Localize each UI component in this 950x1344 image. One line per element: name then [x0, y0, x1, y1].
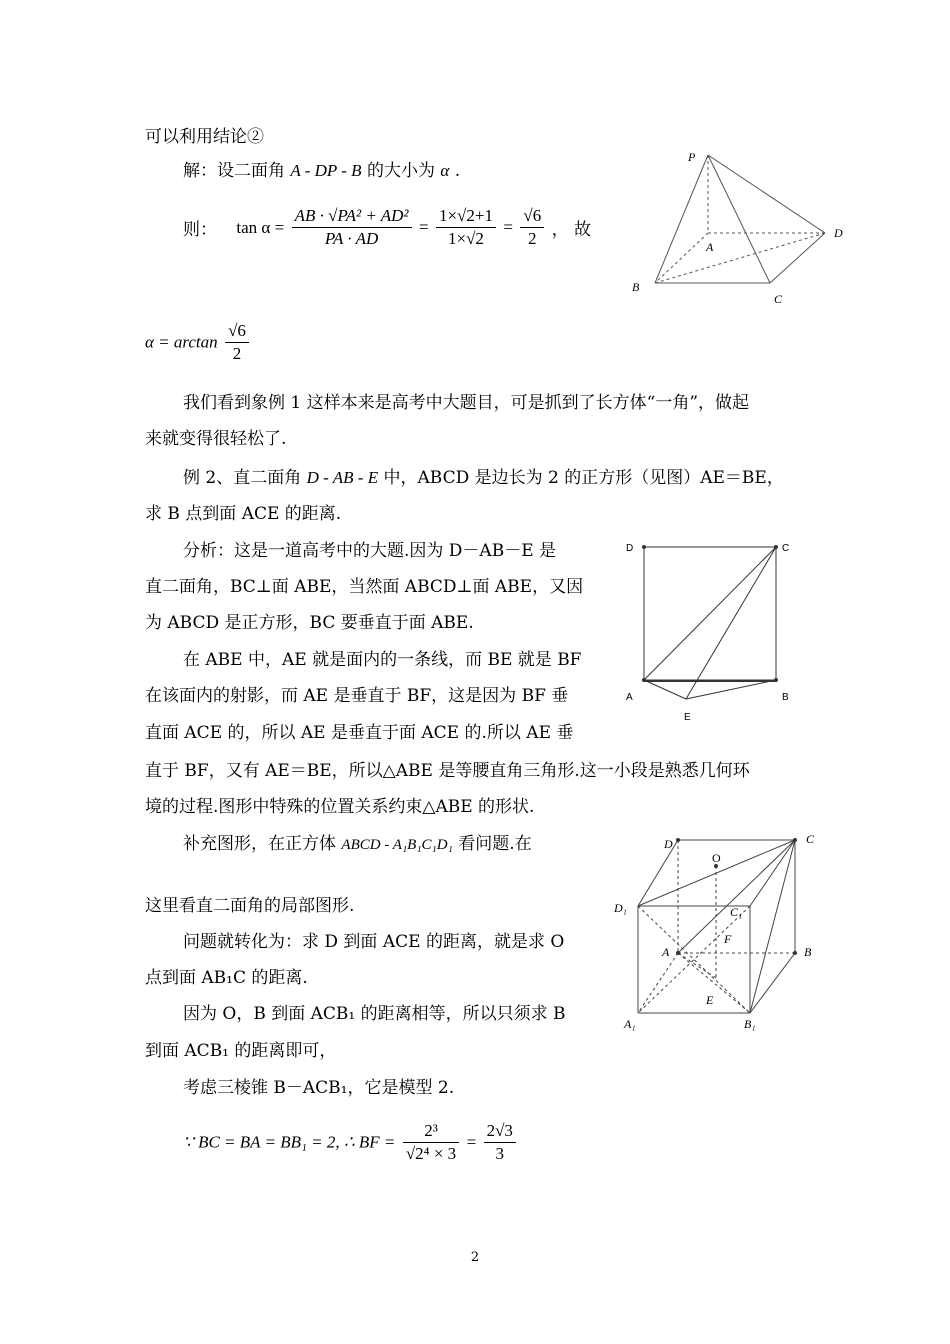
label-B: B — [632, 280, 640, 294]
figure-square — [620, 535, 810, 735]
label-A: A — [662, 945, 670, 959]
figure-pyramid — [620, 145, 860, 315]
formula-bf: ∵ BC = BA = BB₁ = 2, ∴ BF = $\frac{\text{2³}}{\text{√2⁴ × 3}}$ = $\frac{2√3}{3}$ — [183, 1120, 518, 1165]
text-line: 例 2、直二面角 D - AB - E 中，ABCD 是边长为 2 的正方形（见图）AE＝BE， — [183, 468, 784, 488]
label-C: C — [806, 832, 815, 846]
text-line: 求 B 点到面 ACE 的距离. — [145, 504, 342, 524]
formula-tan: 则： tan α = $\frac{\text{AB · √PA² + AD²}}{PA \cdot AD}$ = $\frac{1\times√2+1}{1\times√2}$ = $\frac{√6}{2}$ ， 故 — [183, 206, 592, 248]
label-C: C — [782, 543, 790, 554]
fraction: $\frac{\text{AB · √PA² + AD²}}{PA \cdot AD}$ — [292, 205, 412, 250]
text-line: 在 ABE 中，AE 就是面内的一条线，而 BE 就是 BF — [183, 650, 582, 670]
label-A1: A₁ — [624, 1017, 636, 1031]
label-A: A — [626, 692, 633, 703]
label-D1: D₁ — [614, 901, 627, 915]
label-C: C — [774, 292, 783, 306]
fraction: $\frac{√6}{2}$ — [225, 320, 249, 365]
label-O: O — [712, 851, 721, 865]
text-line: 境的过程.图形中特殊的位置关系约束△ABE 的形状. — [145, 797, 535, 817]
label-D: D — [626, 543, 634, 554]
label-E: E — [684, 712, 691, 723]
text-line: 为 ABCD 是正方形，BC 要垂直于面 ABE. — [145, 613, 474, 633]
label-B: B — [804, 945, 812, 959]
math-symbol: α — [440, 161, 450, 180]
label-C1: C₁ — [730, 905, 743, 919]
label-B: B — [782, 692, 789, 703]
page-number: 2 — [470, 1250, 480, 1265]
math-expr: ABCD - A₁B₁C₁D₁ — [341, 837, 453, 853]
text-line: 来就变得很轻松了. — [145, 429, 287, 449]
text-line: 解：设二面角 A - DP - B 的大小为 α . — [183, 161, 461, 181]
fraction: $\frac{\text{2³}}{\text{√2⁴ × 3}}$ — [403, 1120, 459, 1165]
label-D: D — [834, 226, 843, 240]
text-line: 分析：这是一道高考中的大题.因为 D－AB－E 是 — [183, 541, 557, 561]
text-line: 考虑三棱锥 B－ACB₁，它是模型 2. — [183, 1078, 455, 1098]
text-line: 因为 O，B 到面 ACB₁ 的距离相等，所以只须求 B — [183, 1004, 566, 1024]
label-D: D — [664, 837, 673, 851]
text-line: 可以利用结论② — [145, 127, 264, 147]
text-line: 问题就转化为：求 D 到面 ACE 的距离，就是求 O — [183, 932, 565, 952]
text-line: 直于 BF，又有 AE＝BE，所以△ABE 是等腰直角三角形.这一小段是熟悉几何环 — [145, 761, 750, 781]
figure-cube — [610, 828, 830, 1038]
fraction: $\frac{√6}{2}$ — [520, 205, 544, 250]
math-expr: A - DP - B — [290, 161, 362, 180]
text-line: 我们看到象例 1 这样本来是高考中大题目，可是抓到了长方体“一角”，做起 — [183, 393, 750, 413]
fraction: $\frac{1\times√2+1}{1\times√2}$ — [436, 205, 496, 250]
text-line: 直面 ACE 的，所以 AE 是垂直于面 ACE 的.所以 AE 垂 — [145, 723, 574, 743]
label-B1: B₁ — [744, 1017, 756, 1031]
label-E: E — [706, 993, 714, 1007]
formula-alpha: α = arctan $\frac{√6}{2}$ — [145, 320, 251, 365]
text-line: 到面 ACB₁ 的距离即可， — [145, 1041, 337, 1061]
fraction: $\frac{2√3}{3}$ — [484, 1120, 516, 1165]
label-F: F — [724, 932, 732, 946]
text-line: 点到面 AB₁C 的距离. — [145, 968, 308, 988]
math-expr: D - AB - E — [306, 468, 379, 487]
text-line: 补充图形，在正方体 ABCD - A₁B₁C₁D₁ 看问题.在 — [183, 834, 532, 854]
text-line: 直二面角，BC⊥面 ABE，当然面 ABCD⊥面 ABE，又因 — [145, 577, 584, 597]
label-A: A — [706, 240, 714, 254]
text-line: 这里看直二面角的局部图形. — [145, 896, 355, 916]
label-P: P — [688, 150, 696, 164]
text-line: 在该面内的射影，而 AE 是垂直于 BF，这是因为 BF 垂 — [145, 686, 569, 706]
